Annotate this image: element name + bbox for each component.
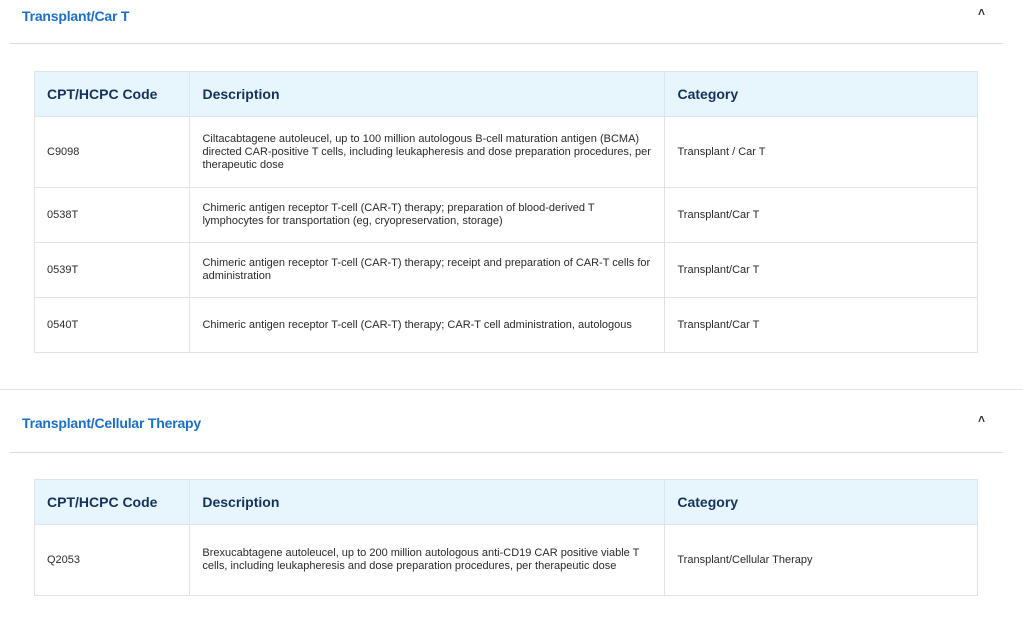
cell-code: 0538T	[35, 188, 190, 243]
column-header-description: Description	[190, 480, 665, 525]
cell-description	[190, 298, 665, 353]
accordion-section-cellular-therapy	[0, 389, 1023, 572]
cell-code: Q2053	[35, 525, 190, 596]
codes-table	[34, 479, 978, 596]
table-row	[35, 298, 978, 353]
description-text: Ciltacabtagene autoleucel, up to 100 million autologous B-cell maturation antigen (BCMA) directed CAR-positive T cells, including leukapheresis and dose preparation procedures, per therapeutic dose	[202, 132, 651, 171]
table-row	[35, 188, 978, 243]
cell-code: 0540T	[35, 298, 190, 353]
column-header-category: Category	[665, 72, 978, 117]
table-row	[35, 117, 978, 188]
column-header-category: Category	[665, 480, 978, 525]
cell-description	[190, 243, 665, 298]
cell-category: Transplant/Car T	[665, 243, 978, 298]
cell-code: 0539T	[35, 243, 190, 298]
cell-category: Transplant / Car T	[665, 117, 978, 188]
cell-category: Transplant/Cellular Therapy	[665, 525, 978, 596]
cell-code: C9098	[35, 117, 190, 188]
cell-description	[190, 525, 665, 596]
codes-table	[34, 71, 978, 353]
cell-description	[190, 188, 665, 243]
accordion-header-cellular-therapy[interactable]	[10, 390, 1003, 453]
column-header-description: Description	[190, 72, 665, 117]
description-text: Chimeric antigen receptor T-cell (CAR-T) therapy; CAR-T cell administration, autologous	[202, 318, 632, 331]
section-title: Transplant/Car T	[22, 8, 130, 24]
description-text: Chimeric antigen receptor T-cell (CAR-T) therapy; receipt and preparation of CAR-T cells for administration	[202, 257, 651, 282]
chevron-up-icon[interactable]: ˄	[977, 412, 985, 426]
table-header-row	[35, 480, 978, 525]
description-text: Chimeric antigen receptor T-cell (CAR-T) therapy; preparation of blood-derived T lymphocytes for transportation (eg, cryopreservation, storage)	[202, 202, 595, 227]
table-row	[35, 243, 978, 298]
table-header-row	[35, 72, 978, 117]
chevron-up-icon[interactable]: ˄	[977, 5, 985, 19]
accordion-header-car-t[interactable]	[10, 0, 1003, 44]
column-header-code: CPT/HCPC Code	[35, 480, 190, 525]
section-title: Transplant/Cellular Therapy	[22, 415, 201, 431]
cell-category: Transplant/Car T	[665, 298, 978, 353]
cell-category: Transplant/Car T	[665, 188, 978, 243]
column-header-code: CPT/HCPC Code	[35, 72, 190, 117]
table-row	[35, 525, 978, 596]
cell-description	[190, 117, 665, 188]
description-text: Brexucabtagene autoleucel, up to 200 million autologous anti-CD19 CAR positive viable T cells, including leukapheresis and dose preparation procedures, per therapeutic dose	[202, 547, 640, 572]
